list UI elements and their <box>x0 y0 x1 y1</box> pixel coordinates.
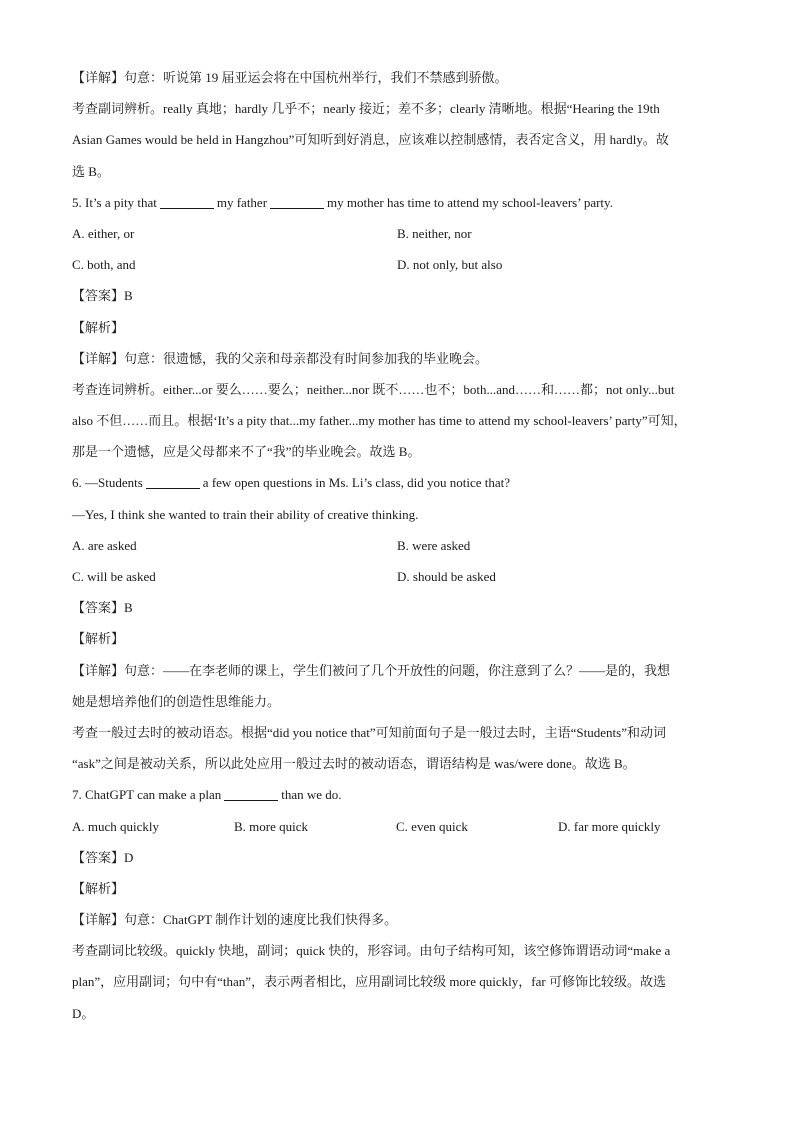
q6-options-row-1 <box>72 530 724 561</box>
q5-analysis-line-2: also 不但……而且。根据‘It’s a pity that...my father...my mother has time to attend my school-leavers’ party”可知， <box>72 413 687 429</box>
q4-analysis-line-2: Asian Games would be held in Hangzhou”可知听到好消息，应该难以控制感情，表否定含义，用 hardly。故 <box>72 132 669 148</box>
q5-options-row-1 <box>72 218 724 249</box>
q6-analysis-line-2: “ask”之间是被动关系，所以此处应用一般过去时的被动语态，谓语结构是 was/were done。故选 B。 <box>72 756 636 772</box>
q5-analysis-line-3: 那是一个遗憾，应是父母都来不了“我”的毕业晚会。故选 B。 <box>72 444 421 460</box>
q7-analysis-line-1: 考查副词比较级。quickly 快地，副词；quick 快的，形容词。由句子结构可知，该空修饰谓语动词“make a <box>72 943 671 959</box>
q5-option-d: D. not only, but also <box>397 257 503 273</box>
q5-answer: 【答案】B <box>72 288 133 304</box>
q5-meaning-line <box>72 343 724 374</box>
q5-stem-part-b: my father <box>216 194 268 210</box>
q7-option-b: B. more quick <box>234 818 309 834</box>
q7-analysis-label: 【解析】 <box>72 880 125 896</box>
document-page <box>72 62 724 1029</box>
q7-analysis-line-2: plan”，应用副词；句中有“than”，表示两者相比，应用副词比较级 more quickly，far 可修饰比较级。故选 <box>72 974 666 990</box>
q4-meaning: 句意：听说第 19 届亚运会将在中国杭州举行，我们不禁感到骄傲。 <box>124 70 508 85</box>
q7-stem-part-b: than we do. <box>281 787 342 803</box>
q5-analysis-line-1: 考查连词辨析。either...or 要么……要么；neither...nor 既不……也不；both...and……和……都；not only...but <box>72 381 675 397</box>
q6-options-row-2 <box>72 561 724 592</box>
q7-option-d: D. far more quickly <box>558 818 661 834</box>
q5-stem <box>72 187 724 218</box>
q4-meaning-line <box>72 62 724 93</box>
q7-stem-part-a: 7. ChatGPT can make a plan <box>72 787 222 803</box>
q6-option-b: B. were asked <box>397 537 471 553</box>
q6-meaning-line-1 <box>72 655 724 686</box>
q4-analysis-line-1: 考查副词辨析。really 真地；hardly 几乎不；nearly 接近；差不多；clearly 清晰地。根据“Hearing the 19th <box>72 101 660 117</box>
q6-stem-line-2: —Yes, I think she wanted to train their ability of creative thinking. <box>72 506 419 522</box>
q6-analysis-label: 【解析】 <box>72 631 125 647</box>
detail-label: 【详解】 <box>72 662 125 678</box>
q7-option-c: C. even quick <box>396 818 468 834</box>
detail-label: 【详解】 <box>72 912 125 928</box>
q7-option-a: A. much quickly <box>72 818 160 834</box>
q6-blank <box>146 474 200 489</box>
q5-option-b: B. neither, nor <box>397 225 472 241</box>
q5-blank-1 <box>160 194 214 209</box>
q5-meaning: 句意：很遗憾，我的父亲和母亲都没有时间参加我的毕业晚会。 <box>124 350 489 366</box>
q6-analysis-line-1: 考查一般过去时的被动语态。根据“did you notice that”可知前面句子是一般过去时，主语“Students”和动词 <box>72 724 666 740</box>
detail-label: 【详解】 <box>72 350 125 366</box>
q6-meaning-1: 句意：——在李老师的课上，学生们被问了几个开放性的问题，你注意到了么？——是的，我想 <box>124 662 671 678</box>
q5-stem-part-c: my mother has time to attend my school-leavers’ party. <box>327 194 613 210</box>
q6-stem-part-b: a few open questions in Ms. Li’s class, did you notice that? <box>202 475 511 491</box>
q6-option-a: A. are asked <box>72 537 137 553</box>
detail-label: 【详解】 <box>72 70 125 85</box>
q6-stem-part-a: 6. —Students <box>72 475 143 491</box>
q5-blank-2 <box>270 194 324 209</box>
q7-answer: 【答案】D <box>72 849 134 865</box>
q5-analysis-label: 【解析】 <box>72 319 125 335</box>
q7-meaning: 句意：ChatGPT 制作计划的速度比我们快得多。 <box>124 912 398 928</box>
q5-option-c: C. both, and <box>72 257 136 273</box>
q5-stem-part-a: 5. It’s a pity that <box>72 194 157 210</box>
q6-meaning-line-2: 她是想培养他们的创造性思维能力。 <box>72 693 281 709</box>
q5-options-row-2 <box>72 249 724 280</box>
q7-analysis-line-3: D。 <box>72 1005 95 1021</box>
q7-stem <box>72 779 724 810</box>
q4-analysis-line-3: 选 B。 <box>72 163 110 179</box>
q6-option-d: D. should be asked <box>397 569 496 584</box>
q6-stem <box>72 467 724 498</box>
q7-options-row <box>72 811 724 842</box>
q6-option-c: C. will be asked <box>72 569 156 584</box>
q7-meaning-line <box>72 904 724 935</box>
q7-blank <box>224 786 278 801</box>
q5-option-a: A. either, or <box>72 225 135 241</box>
q6-answer: 【答案】B <box>72 600 133 616</box>
